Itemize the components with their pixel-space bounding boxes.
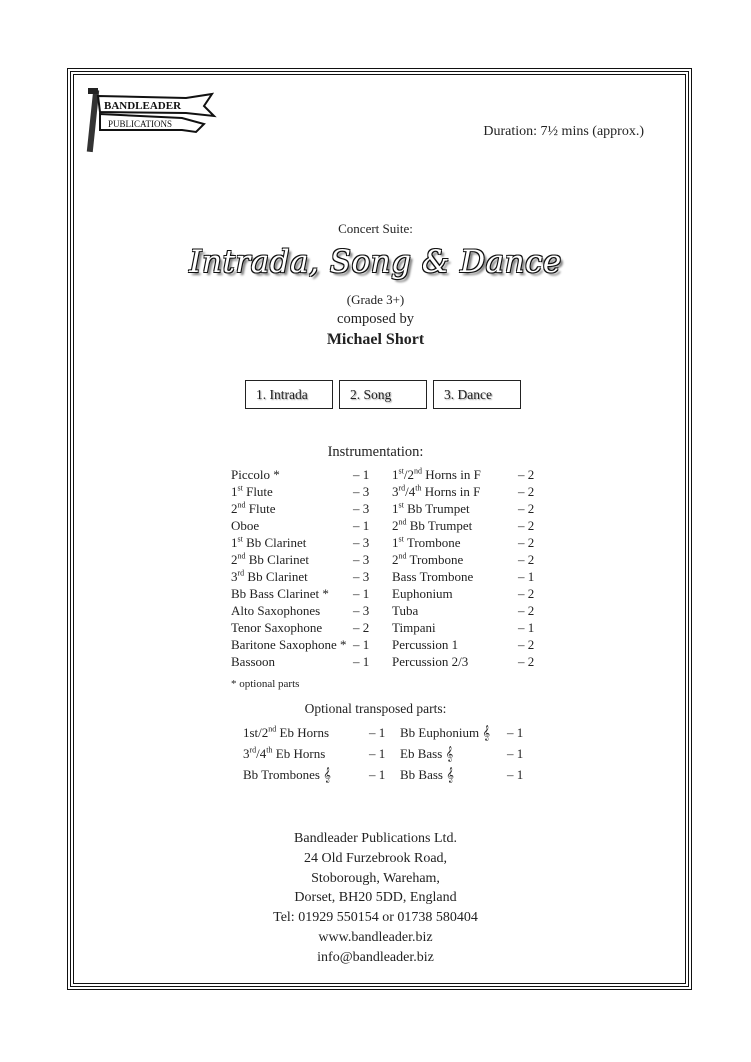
list-item — [392, 483, 542, 500]
list-item — [392, 619, 542, 636]
part-count: – 3 — [353, 569, 370, 584]
instruments-left — [231, 466, 381, 670]
instrument-name: Tuba — [392, 603, 419, 618]
instrument-name: Eb Bass 𝄞 — [400, 746, 454, 762]
instrument-name: 3rd/4th Horns in F — [392, 483, 481, 499]
composer-name: Michael Short — [326, 331, 425, 348]
instrument-name: 1st Bb Clarinet — [231, 534, 307, 550]
instrument-name: Percussion 2/3 — [392, 654, 469, 669]
suite-label: Concert Suite: — [338, 221, 413, 236]
transposed-heading: Optional transposed parts: — [304, 701, 447, 716]
instrument-name: 2nd Bb Trumpet — [392, 517, 473, 533]
part-count: – 1 — [369, 767, 386, 782]
publisher-county: Dorset, BH20 5DD, England — [294, 890, 457, 906]
list-item — [392, 500, 542, 517]
part-count: – 3 — [353, 535, 370, 550]
instrument-name: Bassoon — [231, 654, 276, 669]
instrument-name: 2nd Trombone — [392, 551, 464, 567]
instrument-name: Timpani — [392, 620, 436, 635]
instrumentation-heading: Instrumentation: — [327, 444, 424, 460]
part-count: – 1 — [353, 518, 370, 533]
instrument-name: Euphonium — [392, 586, 453, 601]
instrument-name: 1st/2nd Horns in F — [392, 466, 481, 482]
part-count: – 3 — [353, 552, 370, 567]
instrument-name: Piccolo * — [231, 467, 280, 482]
list-item — [400, 722, 524, 743]
list-item — [231, 466, 381, 483]
list-item — [400, 743, 524, 764]
transposed-right — [400, 722, 524, 785]
publisher-town: Stoborough, Wareham, — [311, 870, 440, 886]
list-item — [243, 722, 386, 743]
part-count: – 2 — [518, 637, 535, 652]
publisher-tel: Tel: 01929 550154 or 01738 580404 — [273, 910, 478, 926]
grade: (Grade 3+) — [346, 292, 405, 307]
part-count: – 2 — [518, 518, 535, 533]
instrument-name: Bb Euphonium 𝄞 — [400, 725, 491, 741]
list-item — [243, 764, 386, 785]
list-item — [231, 534, 381, 551]
movement-2: 2. Song — [339, 380, 427, 409]
part-count: – 1 — [507, 725, 524, 740]
part-count: – 1 — [353, 637, 370, 652]
list-item — [392, 602, 542, 619]
instrument-name: Bb Trombones 𝄞 — [243, 767, 331, 783]
list-item — [231, 602, 381, 619]
part-count: – 1 — [518, 620, 535, 635]
transposed-left — [243, 722, 386, 785]
list-item — [400, 764, 524, 785]
logo-text-1: BANDLEADER — [104, 100, 182, 112]
instrument-name: 1st Flute — [231, 483, 273, 499]
publisher-address — [0, 829, 751, 968]
list-item — [231, 500, 381, 517]
list-item — [231, 483, 381, 500]
instrument-name: Tenor Saxophone — [231, 620, 323, 635]
part-count: – 2 — [518, 654, 535, 669]
part-count: – 2 — [353, 620, 370, 635]
movement-1: 1. Intrada — [245, 380, 333, 409]
instrument-name: Oboe — [231, 518, 260, 533]
instrument-name: 1st/2nd Eb Horns — [243, 724, 330, 740]
instrument-name: Percussion 1 — [392, 637, 459, 652]
instrument-name: Baritone Saxophone * — [231, 637, 347, 652]
list-item — [231, 568, 381, 585]
list-item — [392, 653, 542, 670]
instrument-name: Alto Saxophones — [231, 603, 321, 618]
part-count: – 2 — [518, 586, 535, 601]
publisher-email[interactable]: info@bandleader.biz — [317, 949, 434, 965]
publisher-street: 24 Old Furzebrook Road, — [303, 850, 448, 866]
part-count: – 1 — [353, 467, 370, 482]
logo-text-2: PUBLICATIONS — [108, 119, 173, 129]
list-item — [392, 517, 542, 534]
movements — [245, 380, 521, 409]
instrument-name: 1st Trombone — [392, 534, 461, 550]
part-count: – 1 — [507, 767, 524, 782]
composed-by: composed by — [337, 311, 414, 327]
list-item — [231, 517, 381, 534]
list-item — [392, 568, 542, 585]
instrument-name: 1st Bb Trumpet — [392, 500, 470, 516]
instrument-name: 3rd/4th Eb Horns — [243, 745, 326, 761]
part-count: – 1 — [369, 746, 386, 761]
publisher-web[interactable]: www.bandleader.biz — [318, 929, 433, 945]
list-item — [392, 636, 542, 653]
piece-title: Intrada, Song & Dance — [189, 244, 562, 280]
list-item — [392, 534, 542, 551]
duration: Duration: 7½ mins (approx.) — [483, 124, 644, 139]
movement-3: 3. Dance — [433, 380, 521, 409]
list-item — [243, 743, 386, 764]
instruments-right — [392, 466, 542, 670]
instrument-name: 2nd Bb Clarinet — [231, 551, 310, 567]
list-item — [392, 551, 542, 568]
list-item — [231, 653, 381, 670]
part-count: – 2 — [518, 552, 535, 567]
publisher-name: Bandleader Publications Ltd. — [294, 831, 457, 846]
instrument-name: 2nd Flute — [231, 500, 276, 516]
part-count: – 3 — [353, 484, 370, 499]
part-count: – 2 — [518, 501, 535, 516]
instrument-name: Bass Trombone — [392, 569, 474, 584]
list-item — [231, 636, 381, 653]
instrument-name: Bb Bass Clarinet * — [231, 586, 329, 601]
part-count: – 1 — [507, 746, 524, 761]
part-count: – 3 — [353, 501, 370, 516]
part-count: – 1 — [369, 725, 386, 740]
list-item — [231, 619, 381, 636]
part-count: – 1 — [353, 586, 370, 601]
list-item — [231, 585, 381, 602]
optional-note: * optional parts — [231, 678, 300, 690]
list-item — [231, 551, 381, 568]
list-item — [392, 585, 542, 602]
instrument-name: 3rd Bb Clarinet — [231, 568, 308, 584]
part-count: – 1 — [518, 569, 535, 584]
part-count: – 2 — [518, 484, 535, 499]
part-count: – 1 — [353, 654, 370, 669]
instrument-name: Bb Bass 𝄞 — [400, 767, 454, 783]
part-count: – 3 — [353, 603, 370, 618]
part-count: – 2 — [518, 535, 535, 550]
part-count: – 2 — [518, 467, 535, 482]
list-item — [392, 466, 542, 483]
part-count: – 2 — [518, 603, 535, 618]
bandleader-logo — [86, 86, 221, 156]
